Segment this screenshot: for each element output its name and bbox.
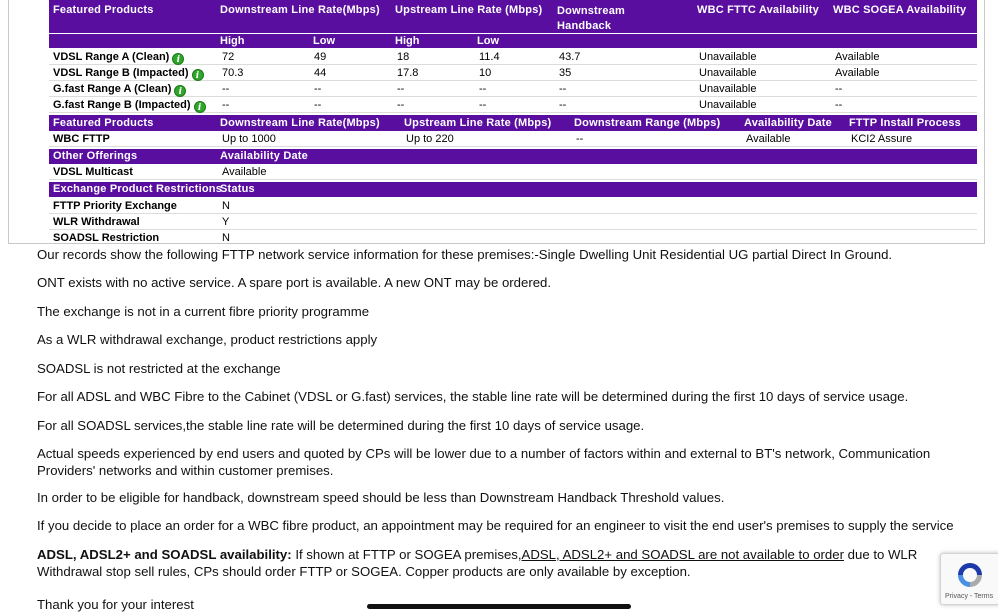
cell-up-high: -- (397, 99, 405, 111)
cell-availability: Available (222, 166, 267, 178)
cell-sogea-availability: -- (835, 83, 843, 95)
cell-fttc-availability: Unavailable (699, 99, 757, 111)
cell-up-low: -- (479, 83, 487, 95)
note-engineer-appointment: If you decide to place an order for a WBC fibre product, an appointment may be required for an engineer to visit the end user's premises to supply the service (37, 518, 954, 533)
cell-down-low: 44 (314, 67, 327, 79)
cell-down-high: 72 (222, 51, 235, 63)
row-product-name: VDSL Range B (Impacted) (53, 67, 189, 79)
cell-up-low: 11.4 (479, 51, 500, 63)
cell-handback: 43.7 (559, 51, 581, 63)
header-upstream-line-rate: Upstream Line Rate (Mbps) (395, 4, 543, 16)
line-checker-results-table (8, 0, 985, 244)
table-row (49, 164, 977, 180)
recaptcha-logo-icon (955, 560, 985, 590)
note-fibre-priority: The exchange is not in a current fibre priority programme (37, 304, 370, 319)
cell-handback: -- (559, 83, 567, 95)
featured-sub-header (49, 33, 977, 48)
header-downstream-handback: Downstream Handback (557, 5, 626, 32)
row-product-name: WBC FTTP (53, 133, 110, 145)
table-row (49, 65, 977, 81)
cell-fttc-availability: Unavailable (699, 67, 757, 79)
cell-up-high: -- (397, 83, 405, 95)
recaptcha-badge[interactable] (940, 553, 998, 605)
cell-down-high: 70.3 (222, 67, 244, 79)
row-restriction-name: WLR Withdrawal (53, 216, 140, 228)
cell-down-rate: Up to 1000 (222, 133, 276, 145)
header-wbc-fttc-availability: WBC FTTC Availability (697, 4, 819, 16)
cell-sogea-availability: Available (835, 51, 880, 63)
cell-down-high: -- (222, 99, 230, 111)
home-indicator-bar (367, 604, 631, 609)
row-product-name: G.fast Range B (Impacted) (53, 99, 191, 111)
cell-downstream-range: -- (576, 133, 584, 145)
fttp-rows (49, 131, 977, 147)
header-upstream-line-rate: Upstream Line Rate (Mbps) (404, 117, 552, 129)
note-fttp-network-info: Our records show the following FTTP network service information for these premises:-Single Dwelling Unit Residential UG partial Direct In Ground. (37, 247, 893, 262)
cell-down-low: 49 (314, 51, 327, 63)
cell-down-low: -- (314, 83, 322, 95)
cell-handback: -- (559, 99, 567, 111)
header-availability-date: Availability Date (220, 150, 308, 162)
cell-up-rate: Up to 220 (406, 133, 454, 145)
cell-sogea-availability: Available (835, 67, 880, 79)
row-product-name: VDSL Range A (Clean) (53, 51, 170, 63)
table-row (49, 49, 977, 65)
table-row (49, 214, 977, 230)
cell-down-low: -- (314, 99, 322, 111)
cell-up-high: 17.8 (397, 67, 419, 79)
table-row (49, 198, 977, 214)
cell-status: Y (222, 216, 230, 228)
note-actual-speeds: Actual speeds experienced by end users and quoted by CPs will be lower due to a number of factors within and external to BT's network, Communication Providers' networks and within customer premises. (37, 446, 931, 478)
header-downstream-range: Downstream Range (Mbps) (574, 117, 721, 129)
exchange-restrictions-header (49, 182, 977, 197)
other-offerings-header (49, 149, 977, 164)
subheader-up-high: High (395, 35, 420, 47)
note-adsl-availability (37, 546, 982, 580)
header-featured-products: Featured Products (53, 4, 154, 16)
row-product-name: VDSL Multicast (53, 166, 133, 178)
header-downstream-line-rate: Downstream Line Rate(Mbps) (220, 117, 380, 129)
header-wbc-sogea-availability: WBC SOGEA Availability (833, 4, 967, 16)
cell-status: N (222, 232, 230, 244)
cell-handback: 35 (559, 67, 572, 79)
header-status: Status (220, 183, 255, 195)
cell-install-process: KCI2 Assure (851, 133, 913, 145)
recaptcha-privacy-terms-link[interactable]: Privacy - Terms (945, 593, 994, 600)
info-icon[interactable]: i (192, 69, 204, 81)
header-featured-products: Featured Products (53, 117, 154, 129)
table-row (49, 131, 977, 147)
note-adsl-availability-title: ADSL, ADSL2+ and SOADSL availability: (37, 547, 292, 562)
header-downstream-line-rate: Downstream Line Rate(Mbps) (220, 4, 380, 16)
cell-up-high: 18 (397, 51, 410, 63)
note-adsl-availability-text-b: due to WLR Withdrawal stop sell rules, CPs should order FTTP or SOGEA. Copper products are only available by exception. (37, 547, 918, 579)
header-availability-date: Availability Date (744, 117, 832, 129)
other-offerings-rows (49, 164, 977, 180)
note-adsl-not-available-link: ADSL, ADSL2+ and SOADSL are not available to order (521, 547, 844, 562)
header-fttp-install-process: FTTP Install Process (849, 117, 962, 129)
subheader-up-low: Low (477, 35, 499, 47)
featured-products-header (49, 0, 977, 33)
cell-status: N (222, 200, 230, 212)
table-row (49, 81, 977, 97)
info-icon[interactable]: i (174, 85, 186, 97)
note-soadsl: SOADSL is not restricted at the exchange (37, 361, 281, 376)
note-ont-status: ONT exists with no active service. A spare port is available. A new ONT may be ordered. (37, 275, 552, 290)
table-row (49, 97, 977, 113)
note-wlr-withdrawal: As a WLR withdrawal exchange, product restrictions apply (37, 332, 378, 347)
header-exchange-restrictions: Exchange Product Restrictions (53, 183, 223, 195)
header-other-offerings: Other Offerings (53, 150, 138, 162)
subheader-down-high: High (220, 35, 245, 47)
subheader-down-low: Low (313, 35, 335, 47)
note-stable-line-rate-soadsl: For all SOADSL services,the stable line rate will be determined during the first 10 days of service usage. (37, 418, 645, 433)
row-product-name: G.fast Range A (Clean) (53, 83, 172, 95)
cell-fttc-availability: Unavailable (699, 51, 757, 63)
cell-sogea-availability: -- (835, 99, 843, 111)
table-row (49, 230, 977, 246)
row-restriction-name: FTTP Priority Exchange (53, 200, 177, 212)
cell-up-low: -- (479, 99, 487, 111)
row-restriction-name: SOADSL Restriction (53, 232, 160, 244)
featured-products-rows (49, 49, 977, 113)
info-icon[interactable]: i (194, 101, 206, 113)
info-icon[interactable]: i (172, 53, 184, 65)
fttp-header (49, 115, 977, 131)
cell-up-low: 10 (479, 67, 492, 79)
cell-down-high: -- (222, 83, 230, 95)
note-stable-line-rate-fttc: For all ADSL and WBC Fibre to the Cabinet (VDSL or G.fast) services, the stable line rate will be determined during the first 10 days of service usage. (37, 389, 909, 404)
exchange-restrictions-rows (49, 198, 977, 246)
cell-availability: Available (746, 133, 791, 145)
cell-fttc-availability: Unavailable (699, 83, 757, 95)
note-adsl-availability-text-a: If shown at FTTP or SOGEA premises, (291, 547, 522, 562)
note-thank-you: Thank you for your interest (37, 597, 194, 612)
note-handback-eligibility: In order to be eligible for handback, downstream speed should be less than Downstream Handback Threshold values. (37, 490, 725, 505)
